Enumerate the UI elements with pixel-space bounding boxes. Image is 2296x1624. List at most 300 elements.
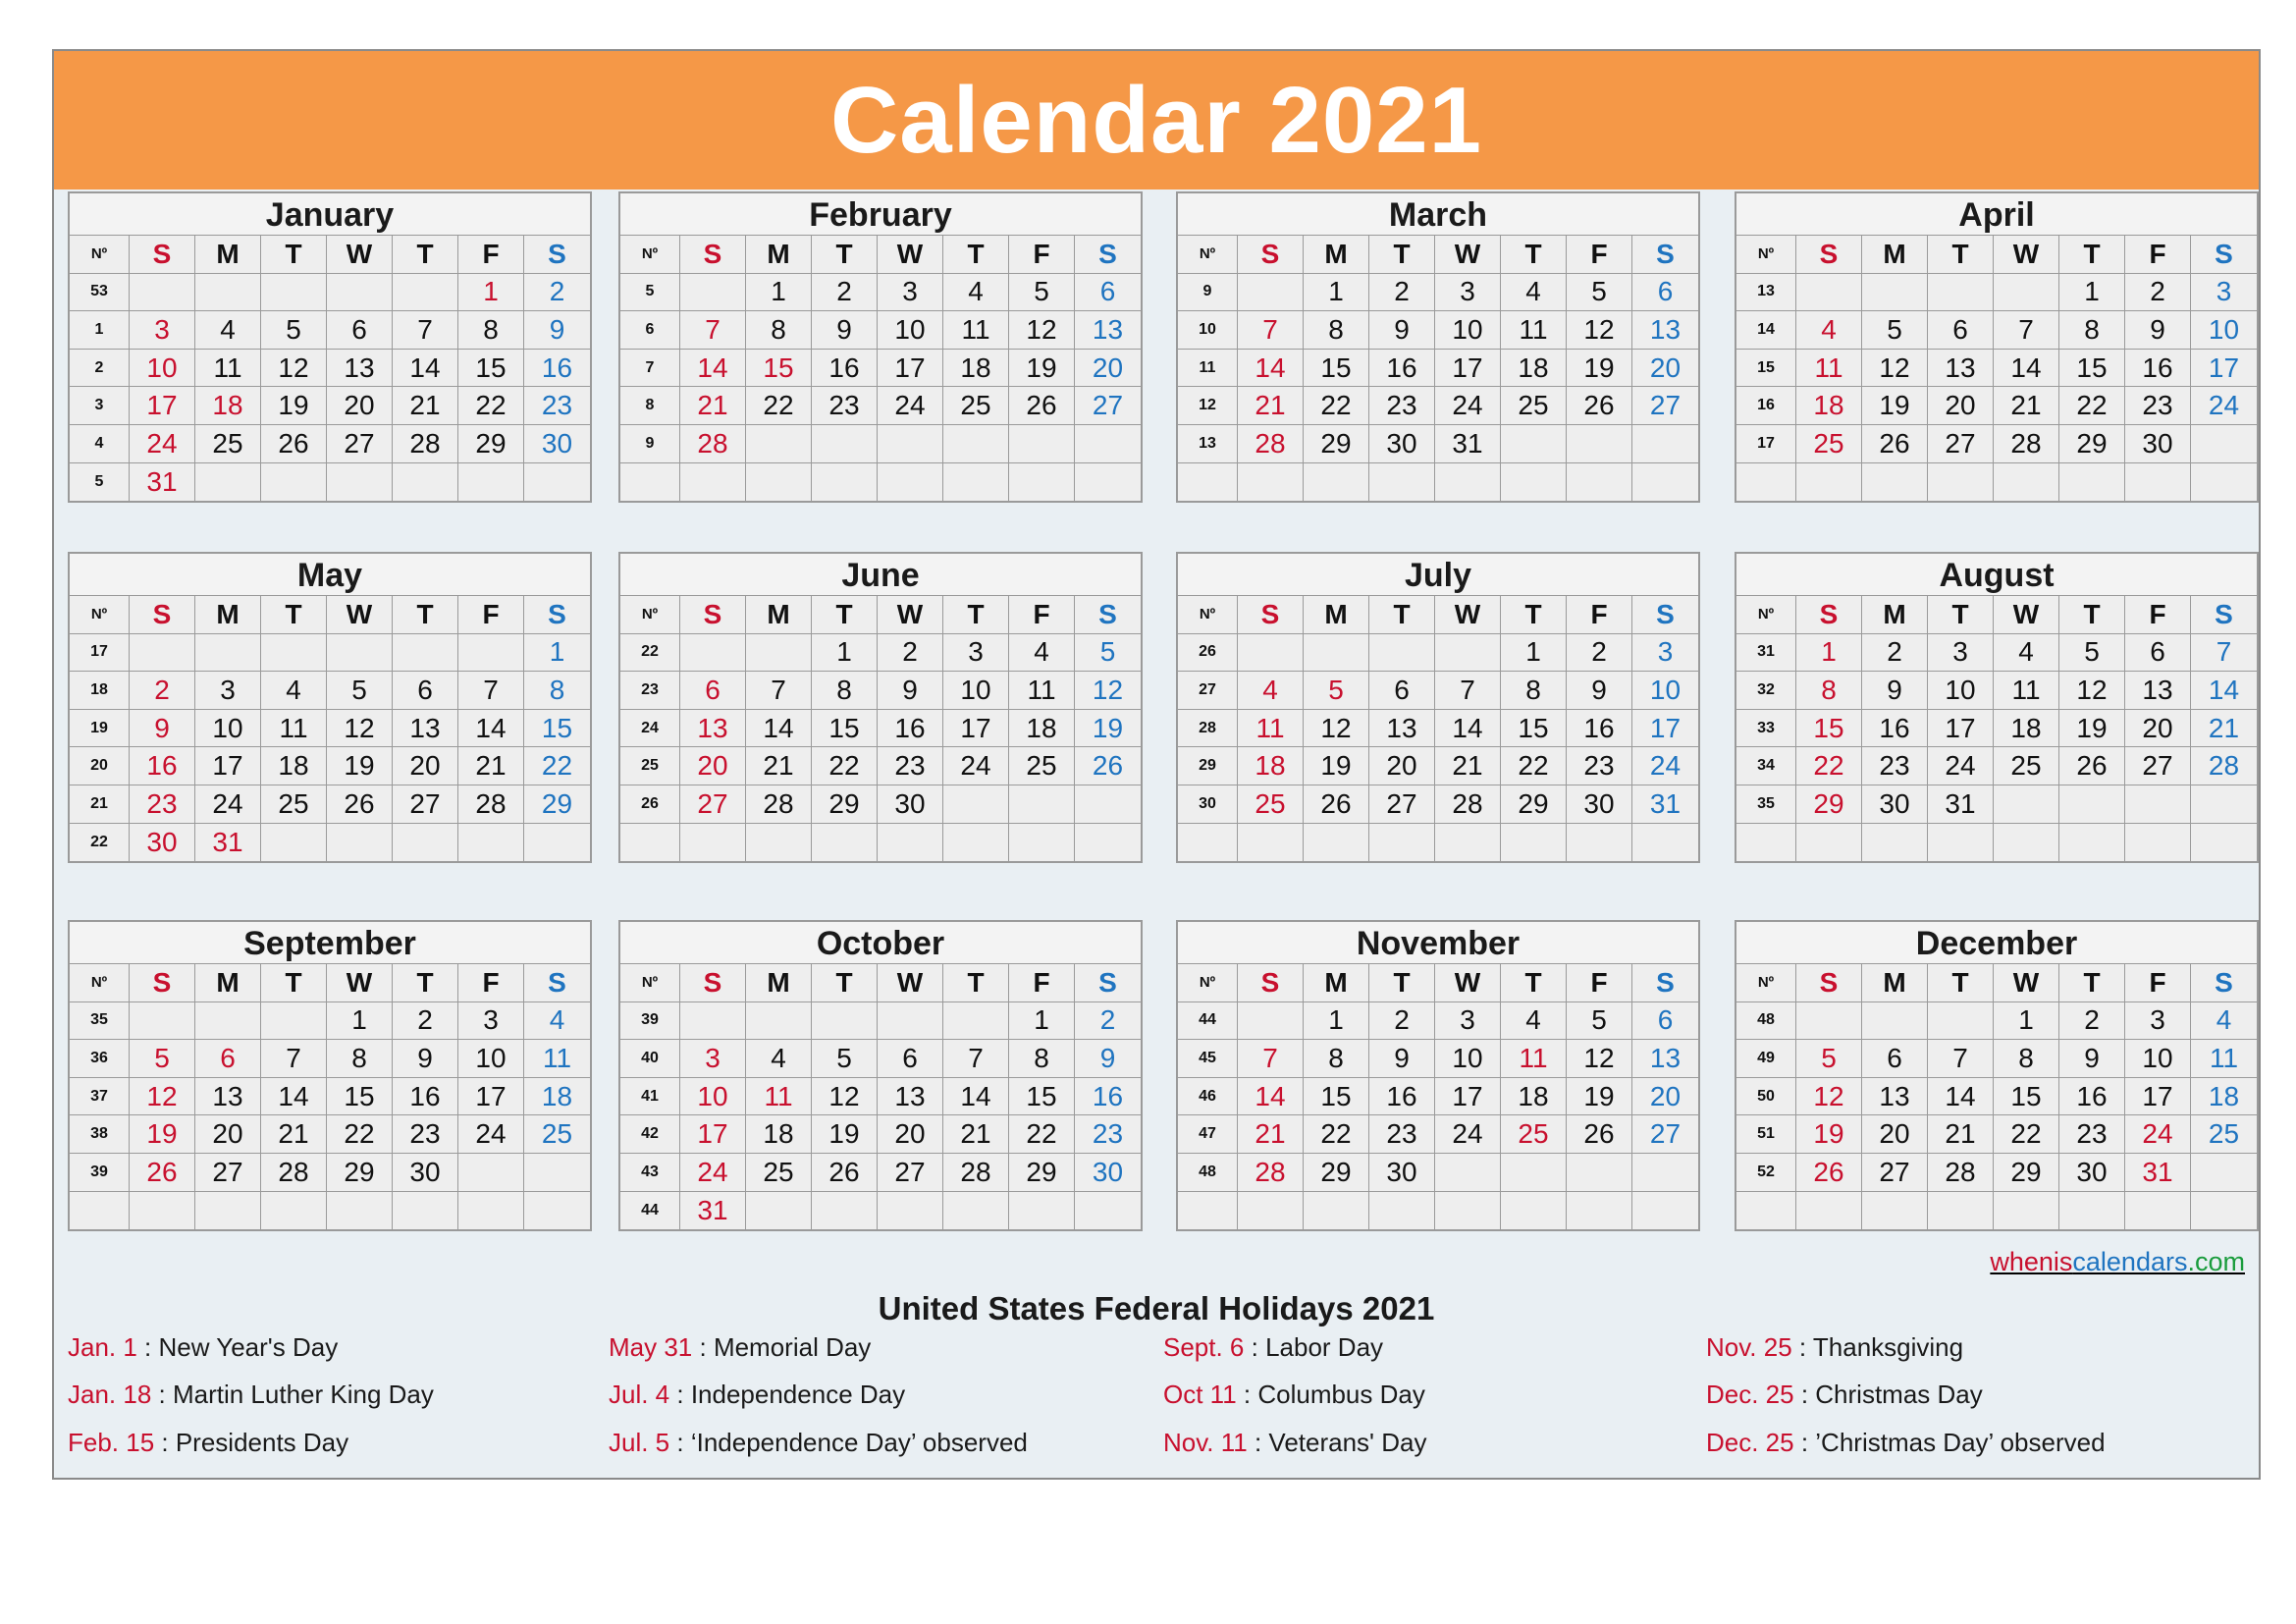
week-number: 31 (1736, 634, 1796, 673)
day-cell: 9 (1862, 672, 1928, 710)
holiday-item (1706, 1380, 1983, 1410)
month-name: November (1178, 922, 1698, 964)
day-cell (943, 425, 1009, 463)
month-name: December (1736, 922, 2257, 964)
weekday-header: S (1075, 964, 1141, 1002)
weekday-header: T (1928, 596, 1994, 634)
weekday-header: W (878, 236, 943, 274)
day-cell (261, 824, 327, 862)
day-cell: 17 (943, 710, 1009, 748)
day-cell: 5 (812, 1040, 878, 1078)
day-cell: 28 (746, 785, 812, 824)
holiday-date: Oct 11 (1163, 1380, 1237, 1409)
day-cell: 19 (1304, 747, 1369, 785)
day-cell (1369, 824, 1435, 862)
day-cell: 2 (812, 274, 878, 312)
day-cell: 13 (1632, 311, 1698, 350)
day-cell: 3 (458, 1002, 524, 1041)
holiday-separator: : (1793, 1380, 1816, 1409)
week-number (620, 824, 680, 862)
week-number: 12 (1178, 387, 1238, 425)
day-cell (195, 1002, 261, 1041)
day-cell: 26 (1796, 1154, 1862, 1192)
day-cell: 9 (1369, 1040, 1435, 1078)
day-cell: 4 (1994, 634, 2059, 673)
week-number: 43 (620, 1154, 680, 1192)
day-cell: 19 (261, 387, 327, 425)
day-cell (1862, 1002, 1928, 1041)
day-cell: 5 (1304, 672, 1369, 710)
holiday-date: Jul. 4 (609, 1380, 670, 1409)
day-cell: 13 (327, 350, 393, 388)
day-cell: 29 (1994, 1154, 2059, 1192)
day-cell (2191, 425, 2257, 463)
day-cell: 8 (524, 672, 590, 710)
day-cell: 17 (130, 387, 195, 425)
day-cell: 2 (1075, 1002, 1141, 1041)
day-cell: 27 (680, 785, 746, 824)
holidays-title: United States Federal Holidays 2021 (878, 1290, 1435, 1326)
day-cell: 8 (1501, 672, 1567, 710)
week-number: 26 (1178, 634, 1238, 673)
month-grid (70, 596, 590, 861)
day-cell (458, 824, 524, 862)
weekday-header: S (524, 596, 590, 634)
day-cell: 1 (1796, 634, 1862, 673)
holiday-separator: : (669, 1380, 691, 1409)
day-cell: 19 (130, 1115, 195, 1154)
day-cell: 9 (130, 710, 195, 748)
header-banner (54, 51, 2259, 189)
weekday-header: T (1369, 236, 1435, 274)
day-cell: 5 (1567, 274, 1632, 312)
day-cell (393, 463, 458, 502)
weekday-header: M (746, 964, 812, 1002)
day-cell: 21 (746, 747, 812, 785)
day-cell: 13 (393, 710, 458, 748)
day-cell: 17 (1435, 350, 1501, 388)
day-cell: 30 (1567, 785, 1632, 824)
day-cell: 24 (195, 785, 261, 824)
day-cell: 3 (195, 672, 261, 710)
month-july (1176, 552, 1700, 863)
day-cell (1567, 824, 1632, 862)
day-cell (680, 634, 746, 673)
day-cell: 6 (1075, 274, 1141, 312)
day-cell (130, 634, 195, 673)
day-cell: 24 (1435, 1115, 1501, 1154)
month-august (1735, 552, 2259, 863)
week-number: 33 (1736, 710, 1796, 748)
holiday-item (68, 1380, 434, 1410)
day-cell (1304, 824, 1369, 862)
day-cell (812, 1002, 878, 1041)
week-number: 46 (1178, 1078, 1238, 1116)
day-cell: 8 (458, 311, 524, 350)
weekday-header: F (458, 964, 524, 1002)
day-cell (746, 634, 812, 673)
week-number: 5 (620, 274, 680, 312)
day-cell: 14 (1238, 1078, 1304, 1116)
day-cell: 17 (1928, 710, 1994, 748)
weekday-header: T (261, 236, 327, 274)
day-cell: 12 (261, 350, 327, 388)
day-cell: 5 (1796, 1040, 1862, 1078)
day-cell: 8 (1994, 1040, 2059, 1078)
day-cell: 24 (680, 1154, 746, 1192)
day-cell: 30 (1369, 1154, 1435, 1192)
holiday-separator: : (692, 1332, 714, 1362)
day-cell: 13 (2125, 672, 2191, 710)
day-cell (1796, 824, 1862, 862)
holiday-item (1163, 1380, 1425, 1410)
day-cell: 28 (1994, 425, 2059, 463)
weekday-header: W (1435, 964, 1501, 1002)
day-cell (327, 274, 393, 312)
weekday-header: T (943, 964, 1009, 1002)
day-cell: 26 (2059, 747, 2125, 785)
day-cell: 17 (680, 1115, 746, 1154)
holiday-item (1163, 1332, 1383, 1363)
month-march (1176, 191, 1700, 503)
day-cell (524, 463, 590, 502)
day-cell: 14 (943, 1078, 1009, 1116)
day-cell: 25 (195, 425, 261, 463)
day-cell: 31 (2125, 1154, 2191, 1192)
day-cell: 8 (812, 672, 878, 710)
week-number: 3 (70, 387, 130, 425)
day-cell: 12 (1009, 311, 1075, 350)
day-cell: 10 (458, 1040, 524, 1078)
day-cell: 30 (2059, 1154, 2125, 1192)
day-cell: 13 (878, 1078, 943, 1116)
month-name: July (1178, 554, 1698, 596)
day-cell (195, 274, 261, 312)
day-cell: 24 (878, 387, 943, 425)
day-cell (1796, 1002, 1862, 1041)
day-cell: 29 (458, 425, 524, 463)
day-cell: 20 (393, 747, 458, 785)
week-number: 44 (620, 1192, 680, 1230)
day-cell: 13 (1075, 311, 1141, 350)
week-number: 11 (1178, 350, 1238, 388)
day-cell: 2 (1567, 634, 1632, 673)
day-cell: 1 (812, 634, 878, 673)
day-cell: 8 (746, 311, 812, 350)
day-cell (1862, 463, 1928, 502)
day-cell: 6 (1369, 672, 1435, 710)
day-cell: 30 (393, 1154, 458, 1192)
day-cell: 15 (1994, 1078, 2059, 1116)
day-cell (1928, 463, 1994, 502)
day-cell: 21 (943, 1115, 1009, 1154)
day-cell (2191, 463, 2257, 502)
day-cell: 10 (680, 1078, 746, 1116)
holiday-date: Sept. 6 (1163, 1332, 1245, 1362)
day-cell: 11 (1994, 672, 2059, 710)
day-cell (878, 1002, 943, 1041)
day-cell (746, 425, 812, 463)
holiday-name: Thanksgiving (1812, 1332, 1964, 1362)
day-cell (130, 274, 195, 312)
holiday-name: Columbus Day (1257, 1380, 1425, 1409)
website-link[interactable] (1990, 1247, 2245, 1277)
holiday-separator: : (1793, 1428, 1816, 1457)
weekday-header: T (393, 964, 458, 1002)
day-cell (1075, 824, 1141, 862)
week-number-header: Nº (620, 236, 680, 274)
day-cell: 29 (1009, 1154, 1075, 1192)
day-cell (878, 824, 943, 862)
day-cell: 25 (1501, 387, 1567, 425)
weekday-header: W (1994, 964, 2059, 1002)
holiday-separator: : (1247, 1428, 1269, 1457)
day-cell: 18 (1796, 387, 1862, 425)
day-cell: 7 (1238, 1040, 1304, 1078)
day-cell: 11 (1796, 350, 1862, 388)
month-name: April (1736, 193, 2257, 236)
day-cell: 15 (524, 710, 590, 748)
day-cell: 6 (1632, 274, 1698, 312)
day-cell: 6 (878, 1040, 943, 1078)
day-cell: 14 (261, 1078, 327, 1116)
day-cell: 16 (812, 350, 878, 388)
day-cell (2125, 463, 2191, 502)
day-cell: 1 (1304, 274, 1369, 312)
holiday-item (1163, 1428, 1426, 1458)
weekday-header: S (1075, 236, 1141, 274)
day-cell: 22 (524, 747, 590, 785)
day-cell: 6 (680, 672, 746, 710)
day-cell: 23 (524, 387, 590, 425)
day-cell: 11 (1501, 311, 1567, 350)
day-cell: 12 (1862, 350, 1928, 388)
day-cell: 5 (2059, 634, 2125, 673)
week-number-header: Nº (70, 236, 130, 274)
day-cell: 2 (524, 274, 590, 312)
day-cell: 10 (2125, 1040, 2191, 1078)
week-number: 9 (620, 425, 680, 463)
holiday-date: Jan. 1 (68, 1332, 137, 1362)
weekday-header: S (1238, 964, 1304, 1002)
day-cell (1009, 425, 1075, 463)
day-cell: 30 (130, 824, 195, 862)
day-cell: 10 (943, 672, 1009, 710)
day-cell: 25 (524, 1115, 590, 1154)
weekday-header: S (680, 596, 746, 634)
day-cell: 3 (2125, 1002, 2191, 1041)
day-cell: 22 (1994, 1115, 2059, 1154)
day-cell: 23 (1369, 1115, 1435, 1154)
day-cell: 28 (1435, 785, 1501, 824)
day-cell: 11 (1501, 1040, 1567, 1078)
week-number: 24 (620, 710, 680, 748)
day-cell (195, 463, 261, 502)
day-cell: 22 (1501, 747, 1567, 785)
day-cell (1567, 425, 1632, 463)
weekday-header: T (261, 964, 327, 1002)
holiday-item (1706, 1428, 2106, 1458)
day-cell (393, 824, 458, 862)
day-cell: 22 (1304, 387, 1369, 425)
day-cell (943, 824, 1009, 862)
day-cell: 31 (1928, 785, 1994, 824)
weekday-header: S (130, 596, 195, 634)
day-cell: 28 (1238, 425, 1304, 463)
day-cell: 1 (1304, 1002, 1369, 1041)
weekday-header: S (1796, 236, 1862, 274)
day-cell: 7 (393, 311, 458, 350)
weekday-header: W (1994, 236, 2059, 274)
day-cell (812, 463, 878, 502)
day-cell (2059, 785, 2125, 824)
day-cell: 14 (2191, 672, 2257, 710)
day-cell (812, 1192, 878, 1230)
day-cell: 9 (393, 1040, 458, 1078)
weekday-header: W (878, 964, 943, 1002)
day-cell (746, 463, 812, 502)
day-cell: 21 (1928, 1115, 1994, 1154)
week-number: 20 (70, 747, 130, 785)
day-cell: 25 (1796, 425, 1862, 463)
day-cell: 26 (1567, 387, 1632, 425)
day-cell: 6 (393, 672, 458, 710)
day-cell: 29 (1304, 1154, 1369, 1192)
day-cell: 27 (393, 785, 458, 824)
month-name: May (70, 554, 590, 596)
day-cell (393, 1192, 458, 1230)
weekday-header: M (195, 964, 261, 1002)
day-cell: 31 (130, 463, 195, 502)
day-cell (458, 1192, 524, 1230)
day-cell: 10 (2191, 311, 2257, 350)
website-part-1: whenis (1990, 1247, 2073, 1276)
day-cell (1796, 274, 1862, 312)
day-cell: 27 (1632, 387, 1698, 425)
day-cell: 28 (680, 425, 746, 463)
day-cell: 27 (327, 425, 393, 463)
day-cell (1632, 425, 1698, 463)
day-cell: 2 (878, 634, 943, 673)
day-cell: 8 (2059, 311, 2125, 350)
day-cell: 26 (327, 785, 393, 824)
day-cell: 2 (1862, 634, 1928, 673)
day-cell: 1 (1501, 634, 1567, 673)
week-number: 29 (1178, 747, 1238, 785)
day-cell: 23 (1567, 747, 1632, 785)
day-cell: 1 (1009, 1002, 1075, 1041)
weekday-header: M (1862, 236, 1928, 274)
day-cell: 28 (261, 1154, 327, 1192)
day-cell (458, 1154, 524, 1192)
day-cell: 22 (1796, 747, 1862, 785)
weekday-header: S (1632, 236, 1698, 274)
month-april (1735, 191, 2259, 503)
day-cell: 14 (1435, 710, 1501, 748)
day-cell: 23 (2059, 1115, 2125, 1154)
day-cell: 18 (1238, 747, 1304, 785)
day-cell: 4 (943, 274, 1009, 312)
week-number: 38 (70, 1115, 130, 1154)
month-grid (1736, 596, 2257, 861)
weekday-header: T (1928, 236, 1994, 274)
day-cell: 3 (1928, 634, 1994, 673)
day-cell: 18 (195, 387, 261, 425)
day-cell: 19 (1567, 1078, 1632, 1116)
day-cell: 24 (1928, 747, 1994, 785)
day-cell: 18 (746, 1115, 812, 1154)
weekday-header: M (1304, 964, 1369, 1002)
holiday-date: Jul. 5 (609, 1428, 670, 1457)
month-grid (70, 236, 590, 501)
week-number: 18 (70, 672, 130, 710)
weekday-header: T (1369, 964, 1435, 1002)
weekday-header: T (1501, 964, 1567, 1002)
holiday-separator: : (154, 1428, 176, 1457)
day-cell (1435, 1192, 1501, 1230)
holiday-separator: : (1244, 1332, 1266, 1362)
day-cell: 20 (1369, 747, 1435, 785)
day-cell (1009, 463, 1075, 502)
week-number: 35 (70, 1002, 130, 1041)
day-cell (2059, 824, 2125, 862)
week-number: 52 (1736, 1154, 1796, 1192)
day-cell: 3 (680, 1040, 746, 1078)
holiday-name: Independence Day (690, 1380, 906, 1409)
day-cell (1501, 1192, 1567, 1230)
day-cell: 4 (524, 1002, 590, 1041)
day-cell: 13 (1369, 710, 1435, 748)
day-cell: 27 (195, 1154, 261, 1192)
day-cell: 7 (2191, 634, 2257, 673)
day-cell: 10 (1928, 672, 1994, 710)
page-title: Calendar 2021 (829, 67, 1483, 173)
week-number: 40 (620, 1040, 680, 1078)
day-cell: 3 (130, 311, 195, 350)
holiday-date: Dec. 25 (1706, 1428, 1794, 1457)
week-number: 50 (1736, 1078, 1796, 1116)
holiday-date: Jan. 18 (68, 1380, 152, 1409)
week-number: 48 (1736, 1002, 1796, 1041)
weekday-header: T (393, 596, 458, 634)
week-number (1178, 463, 1238, 502)
day-cell: 15 (1304, 1078, 1369, 1116)
day-cell: 25 (1994, 747, 2059, 785)
weekday-header: T (812, 596, 878, 634)
week-number-header: Nº (70, 596, 130, 634)
month-january (68, 191, 592, 503)
day-cell: 16 (1369, 350, 1435, 388)
weekday-header: W (878, 596, 943, 634)
week-number: 19 (70, 710, 130, 748)
weekday-header: F (1009, 236, 1075, 274)
day-cell: 3 (943, 634, 1009, 673)
day-cell (1304, 1192, 1369, 1230)
holiday-separator: : (1236, 1380, 1258, 1409)
day-cell: 8 (1796, 672, 1862, 710)
day-cell (1632, 1192, 1698, 1230)
day-cell: 7 (746, 672, 812, 710)
day-cell: 10 (130, 350, 195, 388)
day-cell (1567, 463, 1632, 502)
weekday-header: S (680, 964, 746, 1002)
day-cell: 23 (1369, 387, 1435, 425)
weekday-header: T (943, 596, 1009, 634)
day-cell: 3 (1435, 1002, 1501, 1041)
day-cell: 22 (812, 747, 878, 785)
month-september (68, 920, 592, 1231)
day-cell: 7 (261, 1040, 327, 1078)
